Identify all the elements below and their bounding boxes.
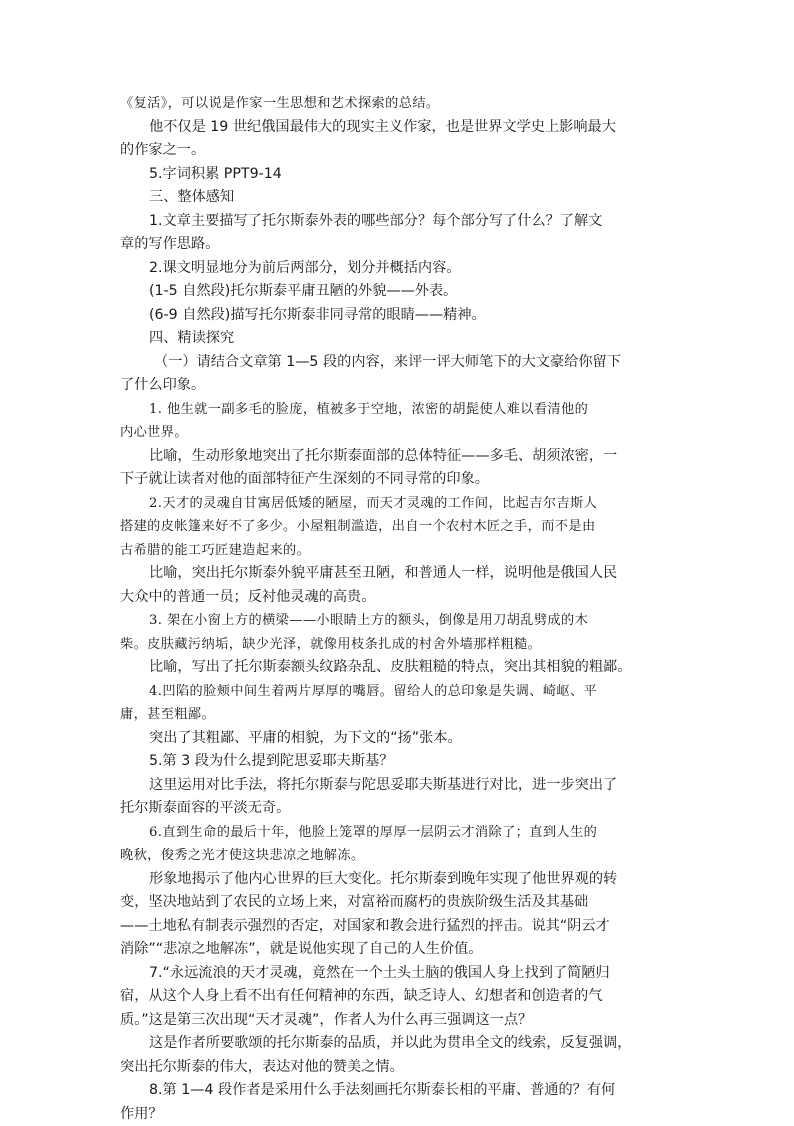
quote-line: 庸，甚至粗鄙。	[120, 703, 675, 727]
answer-line: 变，坚决地站到了农民的立场上来，对富裕而腐朽的贵族阶级生活及其基础	[120, 891, 675, 915]
quote-line: 1. 他生就一副多毛的脸庞，植被多于空地，浓密的胡髭使人难以看清他的	[120, 398, 675, 422]
quote-line: 3. 架在小窗上方的横梁——小眼睛上方的额头，倒像是用刀胡乱劈成的木	[120, 609, 675, 633]
section-heading: 三、整体感知	[120, 186, 675, 210]
answer-line: 下子就让读者对他的面部特征产生深刻的不同寻常的印象。	[120, 468, 675, 492]
quote-line: 晚秋，俊秀之光才使这块悲凉之地解冻。	[120, 844, 675, 868]
answer-line: 比喻，生动形象地突出了托尔斯泰面部的总体特征——多毛、胡须浓密，一	[120, 445, 675, 469]
question-line: 质。”这是第三次出现“天才灵魂”，作者人为什么再三强调这一点？	[120, 1009, 675, 1033]
paragraph-line: 的作家之一。	[120, 139, 675, 163]
question-line: 章的写作思路。	[120, 233, 675, 257]
question-line: 2.课文明显地分为前后两部分，划分并概括内容。	[120, 257, 675, 281]
answer-line: 这里运用对比手法，将托尔斯泰与陀思妥耶夫斯基进行对比，进一步突出了	[120, 774, 675, 798]
answer-line: 托尔斯泰面容的平淡无奇。	[120, 797, 675, 821]
answer-line: 形象地揭示了他内心世界的巨大变化。托尔斯泰到晚年实现了他世界观的转	[120, 868, 675, 892]
question-line: 宿，从这个人身上看不出有任何精神的东西，缺乏诗人、幻想者和创造者的气	[120, 985, 675, 1009]
quote-line: 古希腊的能工巧匠建造起来的。	[120, 539, 675, 563]
quote-line: 6.直到生命的最后十年，他脸上笼罩的厚厚一层阴云才消除了；直到人生的	[120, 821, 675, 845]
answer-line: 大众中的普通一员；反衬他灵魂的高贵。	[120, 586, 675, 610]
answer-line: 这是作者所要歌颂的托尔斯泰的品质，并以此为贯串全文的线索，反复强调，	[120, 1032, 675, 1056]
section-item: 5.字词积累 PPT9-14	[120, 163, 675, 187]
paragraph-line: 《复活》，可以说是作家一生思想和艺术探索的总结。	[120, 92, 675, 116]
answer-line: 消除”“悲凉之地解冻”，就是说他实现了自己的人生价值。	[120, 938, 675, 962]
question-line: 了什么印象。	[120, 374, 675, 398]
paragraph-line: 他不仅是 19 世纪俄国最伟大的现实主义作家，也是世界文学史上影响最大	[120, 116, 675, 140]
answer-line: 比喻，突出托尔斯泰外貌平庸甚至丑陋，和普通人一样，说明他是俄国人民	[120, 562, 675, 586]
answer-line: 突出托尔斯泰的伟大，表达对他的赞美之情。	[120, 1056, 675, 1080]
question-line: 7.“永远流浪的天才灵魂，竟然在一个土头土脑的俄国人身上找到了简陋归	[120, 962, 675, 986]
question-line: 8.第 1—4 段作者是采用什么手法刻画托尔斯泰长相的平庸、普通的？有何	[120, 1079, 675, 1103]
question-line: 5.第 3 段为什么提到陀思妥耶夫斯基？	[120, 750, 675, 774]
answer-line: 突出了其粗鄙、平庸的相貌，为下文的“扬”张本。	[120, 727, 675, 751]
question-line: 作用？	[120, 1103, 675, 1126]
section-heading: 四、精读探究	[120, 327, 675, 351]
quote-line: 2.天才的灵魂自甘寓居低矮的陋屋，而天才灵魂的工作间，比起吉尔吉斯人	[120, 492, 675, 516]
quote-line: 柴。皮肤藏污纳垢，缺少光泽，就像用枝条扎成的村舍外墙那样粗糙。	[120, 633, 675, 657]
document-page	[120, 92, 675, 1126]
question-line: （一）请结合文章第 1—5 段的内容，来评一评大师笔下的大文豪给你留下	[120, 351, 675, 375]
quote-line: 内心世界。	[120, 421, 675, 445]
answer-line: 比喻，写出了托尔斯泰额头纹路杂乱、皮肤粗糙的特点，突出其相貌的粗鄙。	[120, 656, 675, 680]
answer-line: (1-5 自然段)托尔斯泰平庸丑陋的外貌——外表。	[120, 280, 675, 304]
quote-line: 4.凹陷的脸颊中间生着两片厚厚的嘴唇。留给人的总印象是失调、崎岖、平	[120, 680, 675, 704]
answer-line: (6-9 自然段)描写托尔斯泰非同寻常的眼睛——精神。	[120, 304, 675, 328]
quote-line: 搭建的皮帐篷来好不了多少。小屋粗制滥造，出自一个农村木匠之手，而不是由	[120, 515, 675, 539]
question-line: 1.文章主要描写了托尔斯泰外表的哪些部分？每个部分写了什么？了解文	[120, 210, 675, 234]
answer-line: ——土地私有制表示强烈的否定，对国家和教会进行猛烈的抨击。说其“阴云才	[120, 915, 675, 939]
